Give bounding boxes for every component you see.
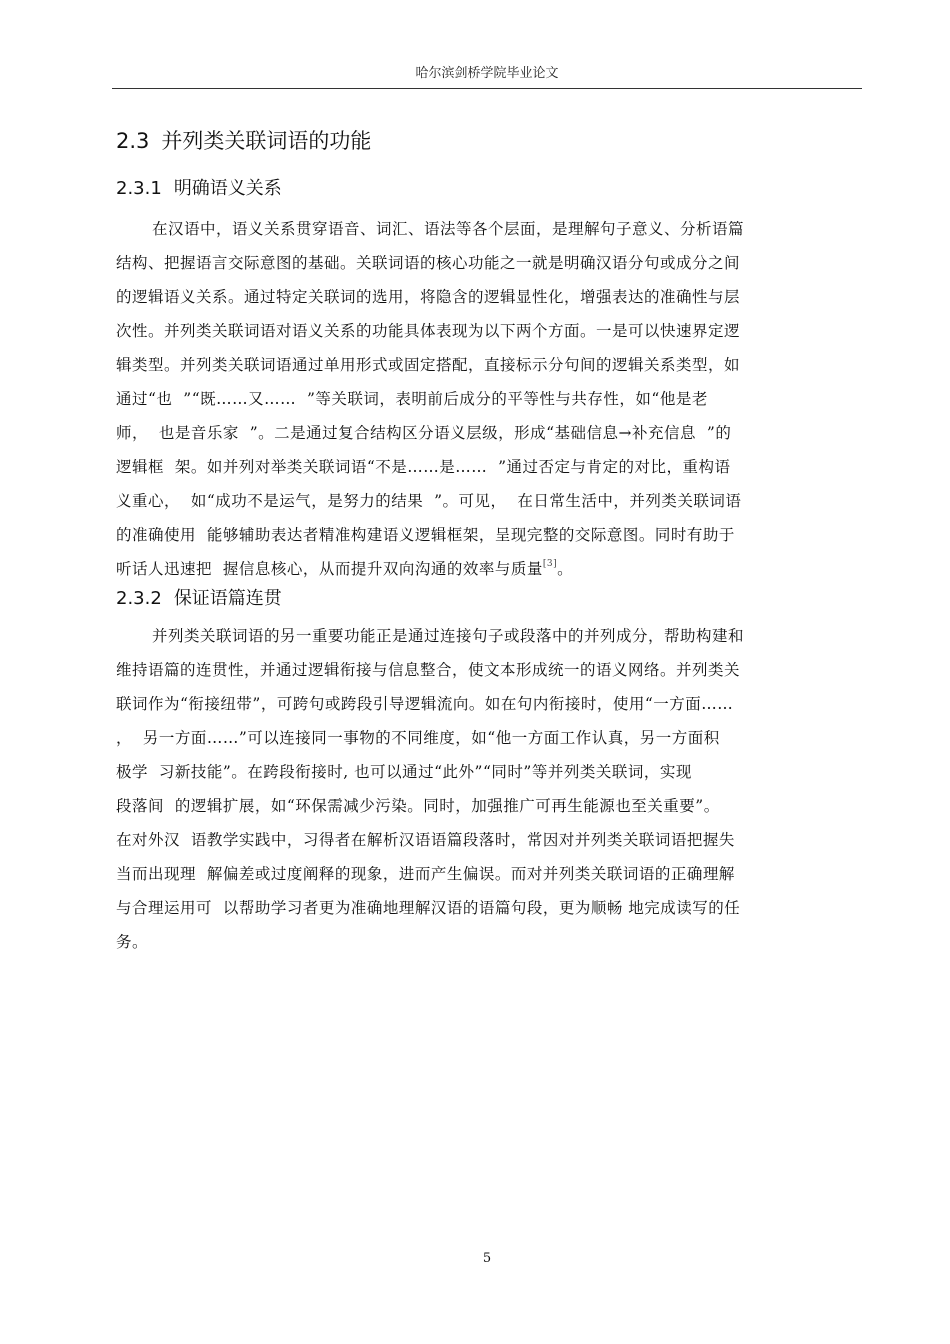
subsection-heading-2-3-1 bbox=[116, 173, 856, 205]
header-divider bbox=[112, 88, 862, 89]
line-ending: 。 bbox=[557, 560, 574, 578]
paragraph-semantic-relations bbox=[116, 212, 864, 586]
section-number: 2.3 bbox=[116, 129, 150, 153]
paragraph-line: 通过“也 ”“既……又…… ”等关联词，表明前后成分的平等性与共存性，如“他是老 bbox=[116, 390, 708, 408]
paragraph-line: 在汉语中，语义关系贯穿语音、词汇、语法等各个层面，是理解句子意义、分析语篇 bbox=[152, 220, 745, 238]
subsection-number: 2.3.2 bbox=[116, 588, 162, 609]
paragraph-line: 并列类关联词语的另一重要功能正是通过连接句子或段落中的并列成分，帮助构建和 bbox=[152, 627, 745, 645]
paragraph-line: 维持语篇的连贯性，并通过逻辑衔接与信息整合，使文本形成统一的语义网络。并列类关 bbox=[116, 661, 741, 679]
paragraph-line: 辑类型。并列类关联词语通过单用形式或固定搭配，直接标示分句间的逻辑关系类型，如 bbox=[116, 356, 741, 374]
paragraph-line: 务。 bbox=[116, 933, 149, 951]
paragraph-line: 的逻辑语义关系。通过特定关联词的选用，将隐含的逻辑显性化，增强表达的准确性与层 bbox=[116, 288, 741, 306]
paragraph-line: ， 另一方面……”可以连接同一事物的不同维度，如“他一方面工作认真，另一方面积 bbox=[116, 729, 720, 747]
subsection-title-text: 保证语篇连贯 bbox=[173, 588, 282, 609]
subsection-title-text: 明确语义关系 bbox=[173, 178, 282, 199]
paragraph-line: 义重心， 如“成功不是运气，是努力的结果 ”。可见， 在日常生活中，并列类关联词语 bbox=[116, 492, 742, 510]
paragraph-line: 师， 也是音乐家 ”。二是通过复合结构区分语义层级，形成“基础信息→补充信息 ”的 bbox=[116, 424, 732, 442]
citation-reference: [3] bbox=[542, 559, 558, 569]
subsection-heading-2-3-2 bbox=[116, 583, 856, 615]
paragraph-line: 极学 习新技能”。在跨段衔接时, 也可以通过“此外”“同时”等并列类关联词，实现 bbox=[116, 763, 692, 781]
paragraph-discourse-coherence bbox=[116, 619, 864, 959]
paragraph-line: 与合理运用可 以帮助学习者更为准确地理解汉语的语篇句段，更为顺畅 地完成读写的任 bbox=[116, 899, 741, 917]
paragraph-line: 在对外汉 语教学实践中，习得者在解析汉语语篇段落时，常因对并列类关联词语把握失 bbox=[116, 831, 735, 849]
paragraph-line: 逻辑框 架。如并列对举类关联词语“不是……是…… ”通过否定与肯定的对比，重构语 bbox=[116, 458, 731, 476]
paragraph-line: 结构、把握语言交际意图的基础。关联词语的核心功能之一就是明确汉语分句或成分之间 bbox=[116, 254, 741, 272]
paragraph-line: 的准确使用 能够辅助表达者精准构建语义逻辑框架，呈现完整的交际意图。同时有助于 bbox=[116, 526, 735, 544]
running-header: 哈尔滨剑桥学院毕业论文 bbox=[415, 66, 559, 81]
subsection-number: 2.3.1 bbox=[116, 178, 162, 199]
paragraph-line: 当而出现理 解偏差或过度阐释的现象，进而产生偏误。而对并列类关联词语的正确理解 bbox=[116, 865, 735, 883]
line-text: 听话人迅速把 握信息核心，从而提升双向沟通的效率与质量 bbox=[116, 560, 543, 578]
paragraph-line-last bbox=[116, 552, 864, 586]
paragraph-line: 次性。并列类关联词语对语义关系的功能具体表现为以下两个方面。一是可以快速界定逻 bbox=[116, 322, 741, 340]
page-number: 5 bbox=[482, 1251, 492, 1266]
section-title-text: 并列类关联词语的功能 bbox=[161, 129, 372, 153]
section-heading bbox=[116, 124, 856, 158]
paragraph-line: 联词作为“衔接纽带”，可跨句或跨段引导逻辑流向。如在句内衔接时，使用“一方面…… bbox=[116, 695, 734, 713]
paragraph-line: 段落间 的逻辑扩展，如“环保需减少污染。同时，加强推广可再生能源也至关重要”。 bbox=[116, 797, 720, 815]
